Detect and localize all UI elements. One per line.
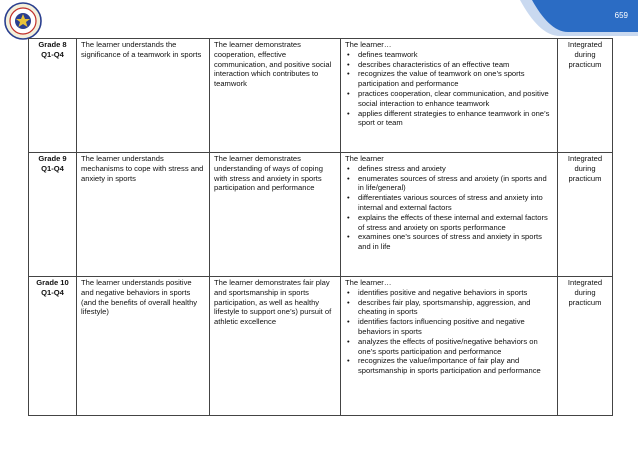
list-item: • identifies factors influencing positive and negative behaviors in sports: [358, 317, 553, 337]
competency-intro: The learner…: [345, 278, 392, 287]
grade-cell: [29, 277, 77, 416]
curriculum-guide-table: [28, 38, 613, 416]
list-item: • defines stress and anxiety: [358, 164, 553, 174]
list-item: • analyzes the effects of positive/negative behaviors on one’s sports participation and performance: [358, 337, 553, 357]
list-item: • describes characteristics of an effective team: [358, 60, 553, 70]
performance-standard-cell: The learner demonstrates fair play and sportsmanship in sports participation, as well as healthy lifestyle to support one’s) pursuit of athletic excellence: [210, 277, 341, 416]
list-item: • enumerates sources of stress and anxiety (in sports and in life/general): [358, 174, 553, 194]
competency-intro: The learner: [345, 154, 384, 163]
competency-list: [345, 288, 553, 376]
list-item: • recognizes the value of teamwork on one’s sports participation and performance: [358, 69, 553, 89]
competencies-cell: [341, 39, 558, 153]
list-item: • describes fair play, sportsmanship, aggression, and cheating in sports: [358, 298, 553, 318]
method-cell: Integrated during practicum: [558, 277, 613, 416]
content-standard-cell: The learner understands the significance of a teamwork in sports: [77, 39, 210, 153]
performance-standard-cell: The learner demonstrates understanding of ways of coping with stress and anxiety in sports participation and performance: [210, 153, 341, 277]
grade-label: Grade 8: [38, 40, 67, 49]
grade-label: Grade 9: [38, 154, 67, 163]
quarter-label: Q1-Q4: [41, 163, 64, 173]
table-row-grade-10: [29, 277, 613, 416]
competency-intro: The learner…: [345, 40, 392, 49]
performance-standard-cell: The learner demonstrates cooperation, effective communication, and positive social interaction which contributes to teamwork: [210, 39, 341, 153]
method-cell: Integrated during practicum: [558, 39, 613, 153]
deped-seal-logo: [4, 2, 42, 40]
list-item: • identifies positive and negative behaviors in sports: [358, 288, 553, 298]
list-item: • recognizes the value/importance of fair play and sportsmanship in sports participation and performance: [358, 356, 553, 376]
table-row-grade-8: [29, 39, 613, 153]
content-standard-cell: The learner understands mechanisms to cope with stress and anxiety in sports: [77, 153, 210, 277]
quarter-label: Q1-Q4: [41, 49, 64, 59]
grade-cell: [29, 153, 77, 277]
content-standard-cell: The learner understands positive and negative behaviors in sports (and the benefits of overall healthy lifestyle): [77, 277, 210, 416]
competency-list: [345, 164, 553, 252]
list-item: • differentiates various sources of stress and anxiety into internal and external factors: [358, 193, 553, 213]
page-number: 659: [614, 11, 628, 20]
list-item: • explains the effects of these internal and external factors of stress and anxiety on sports performance: [358, 213, 553, 233]
list-item: • applies different strategies to enhance teamwork in one’s sport or team: [358, 109, 553, 129]
list-item: • defines teamwork: [358, 50, 553, 60]
quarter-label: Q1-Q4: [41, 287, 64, 297]
grade-label: Grade 10: [36, 278, 69, 287]
grade-cell: [29, 39, 77, 153]
competency-list: [345, 50, 553, 128]
competencies-cell: [341, 153, 558, 277]
list-item: • examines one’s sources of stress and anxiety in sports and in life: [358, 232, 553, 252]
competencies-cell: [341, 277, 558, 416]
list-item: • practices cooperation, clear communication, and positive social interaction to enhance teamwork: [358, 89, 553, 109]
table-row-grade-9: [29, 153, 613, 277]
method-cell: Integrated during practicum: [558, 153, 613, 277]
